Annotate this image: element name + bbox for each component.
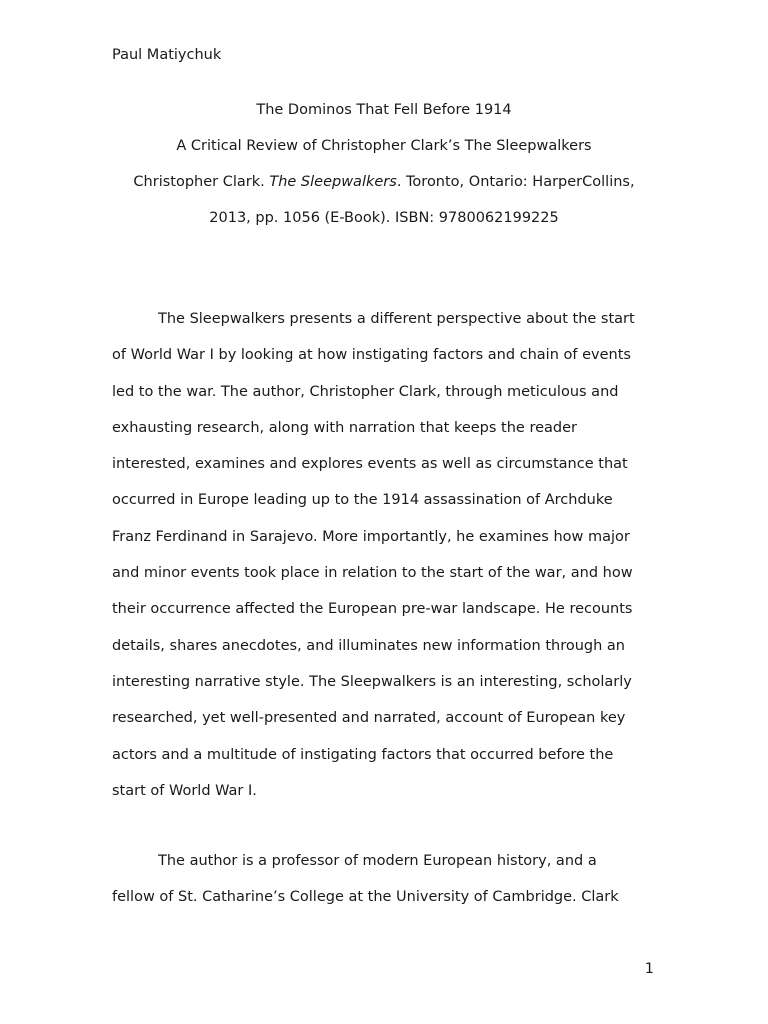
paragraph-line: The Sleepwalkers presents a different perspective about the start xyxy=(158,311,635,327)
paragraph-line: of World War I by looking at how instigating factors and chain of events xyxy=(112,347,631,364)
paragraph-line: researched, yet well-presented and narrated, account of European key xyxy=(112,710,626,727)
paragraph-line: start of World War I. xyxy=(112,782,257,799)
page-number: 1 xyxy=(644,961,654,977)
citation-line-1 xyxy=(80,164,688,200)
paragraph-line: The author is a professor of modern European history, and a xyxy=(158,853,597,869)
document-subtitle: A Critical Review of Christopher Clark’s The Sleepwalkers xyxy=(176,138,592,154)
paragraph-line: details, shares anecdotes, and illuminates new information through an xyxy=(112,637,626,654)
paragraph-line: actors and a multitude of instigating factors that occurred before the xyxy=(112,746,614,763)
paragraph-line: their occurrence affected the European pre-war landscape. He recounts xyxy=(112,601,633,618)
paragraph-line: and minor events took place in relation to the start of the war, and how xyxy=(112,565,633,582)
title-block xyxy=(80,92,688,236)
paragraph-line: led to the war. The author, Christopher Clark, through meticulous and xyxy=(112,383,619,400)
paragraph-line: Franz Ferdinand in Sarajevo. More importantly, he examines how major xyxy=(112,528,630,545)
author-name: Paul Matiychuk xyxy=(112,47,222,63)
citation-author: Christopher Clark. xyxy=(133,174,270,190)
citation-publisher: . Toronto, Ontario: HarperCollins, xyxy=(396,174,635,190)
paragraph-line: occurred in Europe leading up to the 1914 assassination of Archduke xyxy=(112,492,613,509)
paragraph-1 xyxy=(112,301,660,809)
paragraph-2 xyxy=(112,843,660,916)
paragraph-line: interested, examines and explores events as well as circumstance that xyxy=(112,456,628,473)
citation-book-title: The Sleepwalkers xyxy=(269,174,397,190)
paragraph-line: interesting narrative style. The Sleepwalkers is an interesting, scholarly xyxy=(112,673,632,690)
paragraph-line: exhausting research, along with narration that keeps the reader xyxy=(112,419,577,436)
citation-line-2: 2013, pp. 1056 (E-Book). ISBN: 9780062199225 xyxy=(209,210,559,226)
document-title: The Dominos That Fell Before 1914 xyxy=(256,102,512,118)
paragraph-line: fellow of St. Catharine’s College at the University of Cambridge. Clark xyxy=(112,889,619,906)
